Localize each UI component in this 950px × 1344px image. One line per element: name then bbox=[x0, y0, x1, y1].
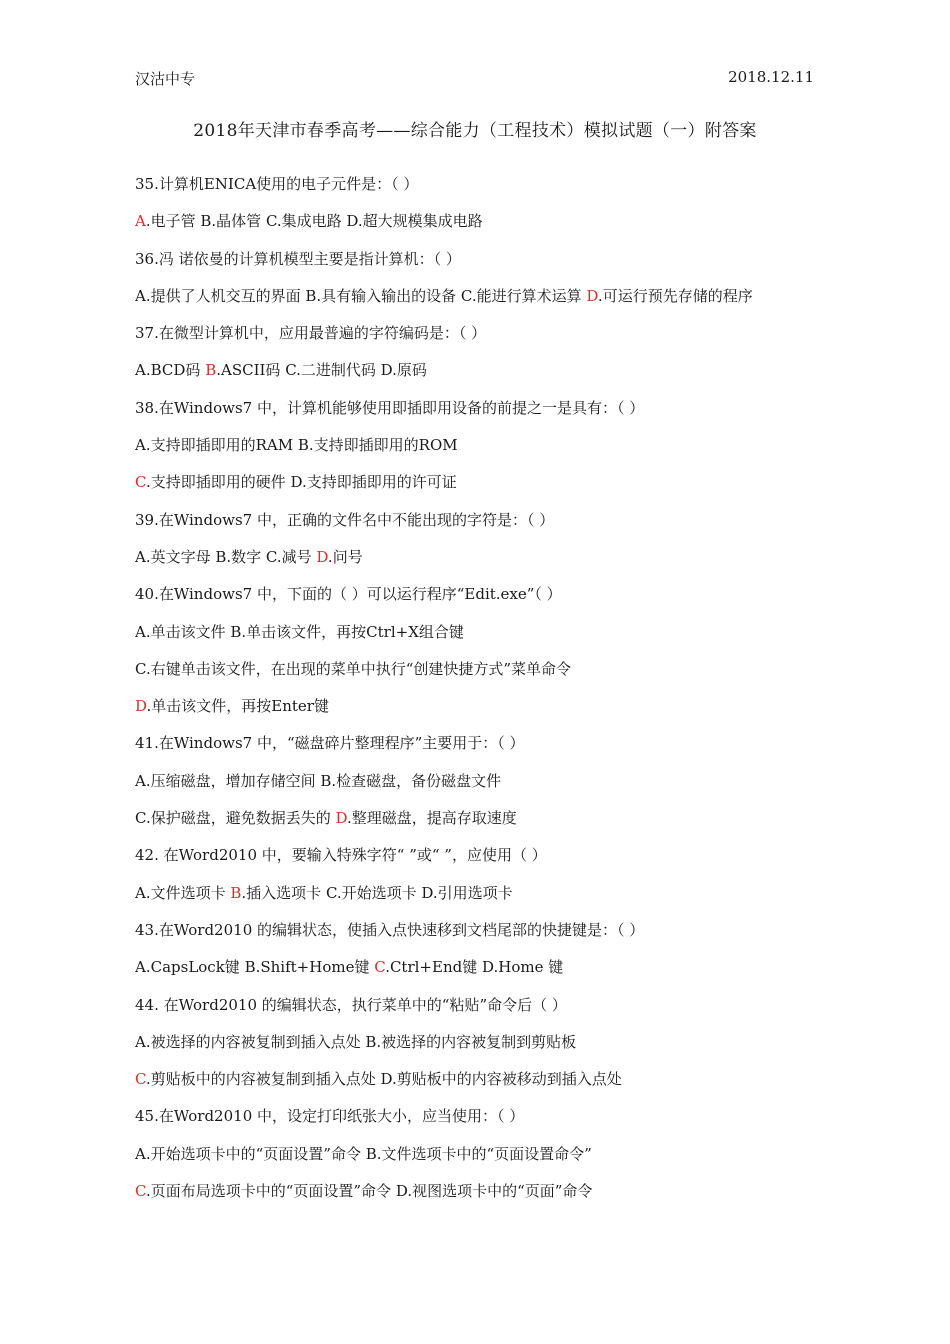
line-text: 42. 在Word2010 中，要输入特殊字符“ ”或“ ”，应使用（ ） bbox=[135, 846, 547, 865]
text-line bbox=[135, 247, 825, 284]
text-line bbox=[135, 918, 825, 955]
header-date: 2018.12.11 bbox=[728, 68, 814, 86]
line-text: 35.计算机ENICA使用的电子元件是：（ ） bbox=[135, 175, 419, 193]
line-text: .电子管 B.晶体管 C.集成电路 D.超大规模集成电路 bbox=[145, 212, 483, 231]
line-text: C.保护磁盘，避免数据丢失的 bbox=[135, 809, 336, 828]
text-line bbox=[135, 1179, 825, 1216]
answer-marker: D bbox=[586, 286, 598, 305]
text-line bbox=[135, 955, 825, 992]
text-line bbox=[135, 843, 825, 880]
line-text: A.提供了人机交互的界面 B.具有输入输出的设备 C.能进行算术运算 bbox=[135, 286, 587, 305]
text-line bbox=[135, 582, 825, 619]
line-text: A.单击该文件 B.单击该文件，再按Ctrl+X组合键 bbox=[135, 622, 464, 641]
line-text: A.被选择的内容被复制到插入点处 B.被选择的内容被复制到剪贴板 bbox=[135, 1032, 577, 1051]
line-text: 39.在Windows7 中，正确的文件名中不能出现的字符是：（ ） bbox=[135, 510, 555, 529]
text-line bbox=[135, 209, 825, 246]
text-line bbox=[135, 657, 825, 694]
line-text: 44. 在Word2010 的编辑状态，执行菜单中的“粘贴”命令后（ ） bbox=[135, 995, 567, 1014]
line-text: 37.在微型计算机中，应用最普遍的字符编码是：（ ） bbox=[135, 324, 487, 343]
line-text: A.支持即插即用的RAM B.支持即插即用的ROM bbox=[135, 436, 458, 455]
line-text: .剪贴板中的内容被复制到插入点处 D.剪贴板中的内容被移动到插入点处 bbox=[145, 1070, 622, 1089]
line-text: A.英文字母 B.数字 C.减号 bbox=[135, 547, 317, 566]
line-text: .单击该文件，再按Enter键 bbox=[146, 697, 329, 716]
text-line bbox=[135, 1104, 825, 1141]
header-school: 汉沽中专 bbox=[135, 70, 196, 88]
line-text: .页面布局选项卡中的“页面设置”命令 D.视图选项卡中的“页面”命令 bbox=[145, 1182, 593, 1201]
line-text: .问号 bbox=[327, 547, 363, 566]
text-line bbox=[135, 508, 825, 545]
line-text: 45.在Word2010 中，设定打印纸张大小，应当使用：（ ） bbox=[135, 1107, 525, 1126]
line-text: A.CapsLock键 B.Shift+Home键 bbox=[135, 958, 375, 977]
document-title: 2018年天津市春季高考——综合能力（工程技术）模拟试题（一）附答案 bbox=[193, 121, 757, 141]
text-line bbox=[135, 1067, 825, 1104]
answer-marker: A bbox=[135, 212, 146, 231]
line-text: .整理磁盘，提高存取速度 bbox=[346, 809, 517, 828]
answer-marker: D bbox=[316, 547, 328, 566]
line-text: 41.在Windows7 中，“磁盘碎片整理程序”主要用于：（ ） bbox=[135, 734, 525, 753]
text-line bbox=[135, 470, 825, 507]
line-text: 43.在Word2010 的编辑状态，使插入点快速移到文档尾部的快捷键是：（ ） bbox=[135, 920, 645, 939]
line-text: .Ctrl+End键 D.Home 键 bbox=[385, 958, 564, 977]
text-line bbox=[135, 358, 825, 395]
line-text: C.右键单击该文件，在出现的菜单中执行“创建快捷方式”菜单命令 bbox=[135, 659, 572, 678]
text-line bbox=[135, 1030, 825, 1067]
text-line bbox=[135, 993, 825, 1030]
text-line bbox=[135, 172, 825, 209]
question-list bbox=[135, 172, 825, 1216]
text-line bbox=[135, 1142, 825, 1179]
text-line bbox=[135, 545, 825, 582]
line-text: .支持即插即用的硬件 D.支持即插即用的许可证 bbox=[145, 473, 457, 492]
text-line bbox=[135, 433, 825, 470]
line-text: A.开始选项卡中的“页面设置”命令 B.文件选项卡中的“页面设置命令” bbox=[135, 1144, 592, 1163]
answer-marker: C bbox=[135, 1070, 146, 1089]
text-line bbox=[135, 881, 825, 918]
line-text: .可运行预先存储的程序 bbox=[597, 286, 753, 305]
line-text: .ASCII码 C.二进制代码 D.原码 bbox=[216, 361, 427, 380]
text-line bbox=[135, 806, 825, 843]
answer-marker: C bbox=[135, 473, 146, 492]
answer-marker: C bbox=[135, 1182, 146, 1201]
line-text: A.BCD码 bbox=[135, 361, 206, 380]
answer-marker: B bbox=[230, 883, 242, 902]
text-line bbox=[135, 694, 825, 731]
line-text: A.压缩磁盘，增加存储空间 B.检查磁盘，备份磁盘文件 bbox=[135, 771, 502, 790]
line-text: 36.冯 诺依曼的计算机模型主要是指计算机：（ ） bbox=[135, 249, 461, 268]
text-line bbox=[135, 396, 825, 433]
text-line bbox=[135, 284, 825, 321]
answer-marker: D bbox=[135, 697, 147, 716]
text-line bbox=[135, 321, 825, 358]
line-text: A.文件选项卡 bbox=[135, 883, 231, 902]
answer-marker: D bbox=[335, 809, 347, 828]
line-text: .插入选项卡 C.开始选项卡 D.引用选项卡 bbox=[241, 883, 513, 902]
line-text: 38.在Windows7 中，计算机能够使用即插即用设备的前提之一是具有：（ ） bbox=[135, 398, 645, 417]
text-line bbox=[135, 769, 825, 806]
answer-marker: C bbox=[374, 958, 386, 977]
line-text: 40.在Windows7 中，下面的（ ）可以运行程序“Edit.exe”（ ） bbox=[135, 585, 562, 604]
text-line bbox=[135, 620, 825, 657]
text-line bbox=[135, 731, 825, 768]
answer-marker: B bbox=[205, 361, 217, 380]
